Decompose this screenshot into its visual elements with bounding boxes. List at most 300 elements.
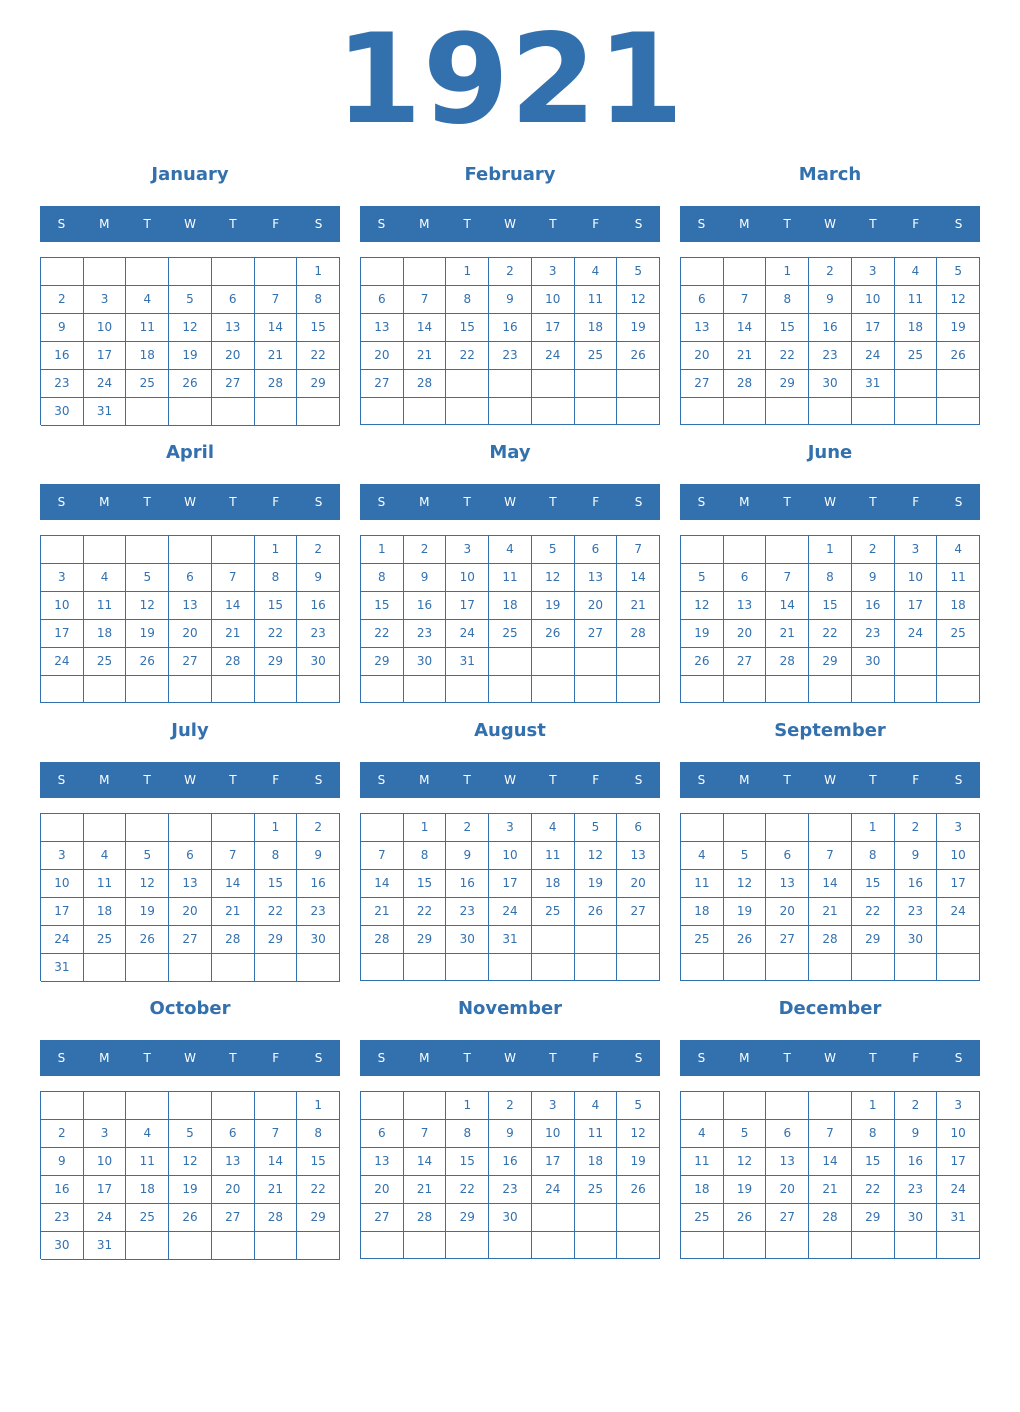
weekday-header: T: [869, 1051, 877, 1065]
day-cell: 25: [489, 620, 532, 648]
empty-cell: [404, 676, 447, 703]
empty-cell: [532, 1232, 575, 1259]
empty-cell: [169, 1092, 212, 1120]
weekday-header: W: [184, 773, 196, 787]
day-cell: 20: [617, 870, 660, 898]
day-cell: 7: [404, 286, 447, 314]
day-cell: 11: [681, 870, 724, 898]
weekday-header-bar: [40, 1040, 340, 1076]
empty-cell: [617, 676, 660, 703]
day-cell: 13: [724, 592, 767, 620]
day-cell: 19: [617, 314, 660, 342]
day-cell: 29: [766, 370, 809, 398]
empty-cell: [575, 676, 618, 703]
day-cell: 31: [489, 926, 532, 954]
day-cell: 6: [212, 286, 255, 314]
day-cell: 22: [297, 1176, 340, 1204]
day-cell: 31: [84, 1232, 127, 1260]
empty-cell: [297, 398, 340, 426]
empty-cell: [489, 398, 532, 425]
day-cell: 20: [361, 342, 404, 370]
day-grid: [360, 257, 660, 425]
day-cell: 5: [126, 564, 169, 592]
empty-cell: [937, 398, 980, 425]
day-cell: 26: [169, 1204, 212, 1232]
day-cell: 22: [852, 898, 895, 926]
day-cell: 18: [489, 592, 532, 620]
empty-cell: [575, 1232, 618, 1259]
month-name: January: [151, 164, 229, 185]
weekday-header: S: [57, 1051, 66, 1065]
day-cell: 23: [446, 898, 489, 926]
day-cell: 26: [724, 926, 767, 954]
day-cell: 6: [361, 286, 404, 314]
weekday-header: T: [463, 217, 471, 231]
weekday-header: M: [419, 1051, 430, 1065]
day-cell: 23: [41, 370, 84, 398]
day-cell: 15: [404, 870, 447, 898]
weekday-header: S: [314, 217, 323, 231]
day-cell: 5: [724, 1120, 767, 1148]
day-cell: 9: [41, 1148, 84, 1176]
day-cell: 18: [84, 620, 127, 648]
day-cell: 25: [84, 648, 127, 676]
empty-cell: [809, 814, 852, 842]
day-cell: 19: [532, 592, 575, 620]
day-cell: 3: [937, 814, 980, 842]
weekday-header: T: [549, 495, 557, 509]
day-cell: 5: [126, 842, 169, 870]
day-cell: 21: [809, 898, 852, 926]
day-grid: [360, 1091, 660, 1259]
day-cell: 2: [297, 814, 340, 842]
day-cell: 22: [852, 1176, 895, 1204]
day-cell: 23: [489, 342, 532, 370]
day-cell: 7: [361, 842, 404, 870]
weekday-header: T: [549, 773, 557, 787]
day-cell: 22: [446, 1176, 489, 1204]
day-cell: 8: [446, 286, 489, 314]
day-cell: 25: [84, 926, 127, 954]
day-cell: 1: [297, 1092, 340, 1120]
day-cell: 18: [681, 1176, 724, 1204]
day-cell: 10: [84, 314, 127, 342]
weekday-header: W: [504, 773, 516, 787]
empty-cell: [446, 676, 489, 703]
day-cell: 28: [212, 926, 255, 954]
empty-cell: [766, 536, 809, 564]
empty-cell: [681, 676, 724, 703]
day-cell: 21: [809, 1176, 852, 1204]
empty-cell: [766, 1092, 809, 1120]
day-cell: 17: [937, 1148, 980, 1176]
day-cell: 9: [297, 564, 340, 592]
day-cell: 16: [446, 870, 489, 898]
day-cell: 16: [41, 1176, 84, 1204]
day-cell: 28: [255, 1204, 298, 1232]
day-cell: 20: [681, 342, 724, 370]
empty-cell: [126, 398, 169, 426]
weekday-header: T: [783, 1051, 791, 1065]
day-cell: 15: [297, 314, 340, 342]
weekday-header: T: [229, 495, 237, 509]
weekday-header: S: [314, 495, 323, 509]
day-cell: 13: [575, 564, 618, 592]
day-cell: 4: [126, 286, 169, 314]
day-cell: 4: [84, 564, 127, 592]
empty-cell: [809, 954, 852, 981]
day-cell: 11: [126, 314, 169, 342]
empty-cell: [297, 1232, 340, 1260]
weekday-header: M: [419, 773, 430, 787]
empty-cell: [169, 1232, 212, 1260]
weekday-header: F: [592, 217, 600, 231]
day-cell: 4: [895, 258, 938, 286]
weekday-header: S: [57, 773, 66, 787]
empty-cell: [361, 814, 404, 842]
empty-cell: [895, 954, 938, 981]
day-cell: 24: [532, 1176, 575, 1204]
day-cell: 6: [212, 1120, 255, 1148]
day-cell: 10: [895, 564, 938, 592]
day-cell: 5: [575, 814, 618, 842]
day-cell: 14: [404, 1148, 447, 1176]
day-cell: 19: [724, 1176, 767, 1204]
day-cell: 18: [126, 342, 169, 370]
day-cell: 5: [681, 564, 724, 592]
day-cell: 19: [169, 342, 212, 370]
weekday-header: W: [824, 1051, 836, 1065]
weekday-header: T: [229, 217, 237, 231]
day-cell: 31: [41, 954, 84, 982]
month-name: December: [778, 998, 882, 1019]
day-cell: 28: [212, 648, 255, 676]
day-cell: 10: [852, 286, 895, 314]
empty-cell: [724, 258, 767, 286]
day-grid: [360, 813, 660, 981]
weekday-header: S: [314, 773, 323, 787]
day-cell: 1: [255, 536, 298, 564]
day-cell: 22: [297, 342, 340, 370]
day-cell: 2: [41, 1120, 84, 1148]
day-cell: 15: [255, 592, 298, 620]
weekday-header: S: [697, 495, 706, 509]
day-cell: 10: [41, 592, 84, 620]
empty-cell: [446, 370, 489, 398]
day-cell: 14: [255, 314, 298, 342]
day-cell: 5: [724, 842, 767, 870]
day-cell: 16: [809, 314, 852, 342]
day-cell: 8: [852, 1120, 895, 1148]
day-cell: 25: [937, 620, 980, 648]
empty-cell: [41, 676, 84, 703]
day-cell: 29: [852, 1204, 895, 1232]
day-cell: 28: [404, 1204, 447, 1232]
weekday-header: T: [463, 495, 471, 509]
day-cell: 14: [724, 314, 767, 342]
day-cell: 13: [212, 314, 255, 342]
empty-cell: [255, 954, 298, 982]
day-cell: 9: [895, 1120, 938, 1148]
day-grid: [40, 813, 340, 981]
day-cell: 23: [297, 898, 340, 926]
empty-cell: [681, 1232, 724, 1259]
weekday-header: F: [592, 495, 600, 509]
day-cell: 27: [361, 1204, 404, 1232]
empty-cell: [361, 954, 404, 981]
weekday-header: T: [143, 1051, 151, 1065]
weekday-header: F: [912, 1051, 920, 1065]
empty-cell: [84, 1092, 127, 1120]
empty-cell: [212, 1232, 255, 1260]
day-cell: 9: [809, 286, 852, 314]
day-cell: 21: [404, 1176, 447, 1204]
month-name: November: [457, 998, 563, 1019]
empty-cell: [169, 258, 212, 286]
day-cell: 12: [126, 870, 169, 898]
day-cell: 17: [532, 1148, 575, 1176]
day-cell: 20: [724, 620, 767, 648]
day-cell: 2: [297, 536, 340, 564]
weekday-header-bar: [360, 1040, 660, 1076]
day-cell: 13: [361, 1148, 404, 1176]
day-cell: 18: [575, 1148, 618, 1176]
day-cell: 6: [617, 814, 660, 842]
day-cell: 31: [852, 370, 895, 398]
day-cell: 27: [575, 620, 618, 648]
day-cell: 17: [41, 898, 84, 926]
day-cell: 28: [404, 370, 447, 398]
weekday-header: T: [229, 773, 237, 787]
empty-cell: [84, 536, 127, 564]
day-cell: 13: [766, 1148, 809, 1176]
day-cell: 20: [766, 898, 809, 926]
day-cell: 24: [84, 370, 127, 398]
day-cell: 21: [404, 342, 447, 370]
empty-cell: [937, 676, 980, 703]
empty-cell: [532, 648, 575, 676]
empty-cell: [617, 398, 660, 425]
day-grid: [40, 1091, 340, 1259]
empty-cell: [404, 1092, 447, 1120]
day-cell: 6: [766, 1120, 809, 1148]
day-cell: 12: [724, 870, 767, 898]
day-cell: 17: [41, 620, 84, 648]
day-cell: 12: [617, 1120, 660, 1148]
day-cell: 19: [575, 870, 618, 898]
weekday-header: M: [99, 1051, 110, 1065]
empty-cell: [575, 648, 618, 676]
empty-cell: [169, 676, 212, 703]
day-cell: 4: [681, 842, 724, 870]
empty-cell: [681, 398, 724, 425]
weekday-header: T: [783, 773, 791, 787]
day-grid: [40, 535, 340, 703]
day-cell: 17: [852, 314, 895, 342]
weekday-header-bar: [360, 762, 660, 798]
day-cell: 1: [852, 814, 895, 842]
day-cell: 13: [766, 870, 809, 898]
day-cell: 15: [852, 1148, 895, 1176]
day-cell: 24: [84, 1204, 127, 1232]
day-cell: 5: [617, 258, 660, 286]
day-cell: 17: [489, 870, 532, 898]
day-cell: 20: [575, 592, 618, 620]
empty-cell: [532, 398, 575, 425]
day-cell: 17: [84, 342, 127, 370]
day-cell: 17: [895, 592, 938, 620]
day-cell: 8: [852, 842, 895, 870]
weekday-header: T: [143, 773, 151, 787]
day-cell: 27: [361, 370, 404, 398]
empty-cell: [681, 536, 724, 564]
day-cell: 21: [617, 592, 660, 620]
empty-cell: [575, 954, 618, 981]
empty-cell: [617, 926, 660, 954]
empty-cell: [489, 648, 532, 676]
weekday-header: S: [377, 773, 386, 787]
weekday-header: S: [634, 495, 643, 509]
day-cell: 30: [895, 1204, 938, 1232]
day-cell: 21: [361, 898, 404, 926]
day-cell: 23: [895, 1176, 938, 1204]
day-cell: 23: [852, 620, 895, 648]
weekday-header: S: [314, 1051, 323, 1065]
empty-cell: [489, 370, 532, 398]
day-cell: 3: [852, 258, 895, 286]
month-name: August: [474, 720, 546, 741]
day-cell: 8: [255, 564, 298, 592]
day-cell: 15: [297, 1148, 340, 1176]
year-title: 1921: [335, 8, 685, 152]
empty-cell: [575, 926, 618, 954]
empty-cell: [852, 954, 895, 981]
weekday-header: S: [697, 1051, 706, 1065]
day-cell: 31: [446, 648, 489, 676]
weekday-header-bar: [680, 1040, 980, 1076]
weekday-header: S: [697, 217, 706, 231]
day-cell: 21: [255, 342, 298, 370]
day-cell: 12: [724, 1148, 767, 1176]
day-cell: 5: [617, 1092, 660, 1120]
day-cell: 7: [766, 564, 809, 592]
weekday-header: M: [739, 217, 750, 231]
weekday-header: S: [954, 773, 963, 787]
day-cell: 16: [895, 870, 938, 898]
day-cell: 21: [724, 342, 767, 370]
day-cell: 2: [446, 814, 489, 842]
weekday-header: S: [377, 495, 386, 509]
weekday-header: M: [99, 217, 110, 231]
day-cell: 21: [766, 620, 809, 648]
day-cell: 24: [489, 898, 532, 926]
day-cell: 16: [852, 592, 895, 620]
day-cell: 20: [212, 1176, 255, 1204]
day-cell: 24: [937, 898, 980, 926]
empty-cell: [852, 1232, 895, 1259]
day-cell: 3: [532, 258, 575, 286]
day-grid: [680, 257, 980, 425]
day-cell: 1: [766, 258, 809, 286]
day-cell: 27: [724, 648, 767, 676]
day-grid: [40, 257, 340, 425]
day-cell: 4: [532, 814, 575, 842]
empty-cell: [361, 1232, 404, 1259]
day-cell: 30: [404, 648, 447, 676]
day-cell: 7: [212, 842, 255, 870]
weekday-header: S: [954, 217, 963, 231]
day-cell: 21: [212, 898, 255, 926]
empty-cell: [361, 258, 404, 286]
day-cell: 22: [255, 898, 298, 926]
day-cell: 2: [489, 258, 532, 286]
day-cell: 14: [809, 1148, 852, 1176]
day-cell: 30: [446, 926, 489, 954]
day-cell: 3: [532, 1092, 575, 1120]
day-cell: 7: [255, 286, 298, 314]
day-cell: 14: [766, 592, 809, 620]
day-cell: 10: [446, 564, 489, 592]
empty-cell: [895, 1232, 938, 1259]
day-cell: 19: [617, 1148, 660, 1176]
day-cell: 13: [212, 1148, 255, 1176]
day-cell: 15: [852, 870, 895, 898]
empty-cell: [681, 258, 724, 286]
day-cell: 22: [361, 620, 404, 648]
weekday-header: W: [824, 495, 836, 509]
day-cell: 9: [489, 286, 532, 314]
day-cell: 2: [895, 814, 938, 842]
day-cell: 19: [724, 898, 767, 926]
day-cell: 5: [937, 258, 980, 286]
empty-cell: [361, 398, 404, 425]
empty-cell: [617, 954, 660, 981]
day-cell: 1: [297, 258, 340, 286]
day-cell: 21: [212, 620, 255, 648]
empty-cell: [681, 1092, 724, 1120]
day-cell: 16: [297, 870, 340, 898]
empty-cell: [212, 814, 255, 842]
day-cell: 13: [361, 314, 404, 342]
empty-cell: [255, 258, 298, 286]
day-cell: 4: [575, 1092, 618, 1120]
day-cell: 15: [446, 314, 489, 342]
weekday-header: T: [463, 773, 471, 787]
day-cell: 18: [895, 314, 938, 342]
day-cell: 14: [617, 564, 660, 592]
empty-cell: [895, 398, 938, 425]
day-cell: 18: [937, 592, 980, 620]
day-cell: 23: [404, 620, 447, 648]
day-cell: 12: [126, 592, 169, 620]
day-cell: 8: [297, 1120, 340, 1148]
empty-cell: [766, 954, 809, 981]
day-cell: 2: [404, 536, 447, 564]
day-cell: 15: [766, 314, 809, 342]
weekday-header: T: [869, 773, 877, 787]
weekday-header: T: [229, 1051, 237, 1065]
weekday-header: M: [739, 1051, 750, 1065]
weekday-header: F: [592, 1051, 600, 1065]
empty-cell: [852, 398, 895, 425]
day-cell: 26: [617, 342, 660, 370]
day-cell: 1: [852, 1092, 895, 1120]
month-name: February: [464, 164, 556, 185]
empty-cell: [809, 398, 852, 425]
day-cell: 25: [681, 926, 724, 954]
weekday-header-bar: [360, 484, 660, 520]
weekday-header-bar: [40, 206, 340, 242]
